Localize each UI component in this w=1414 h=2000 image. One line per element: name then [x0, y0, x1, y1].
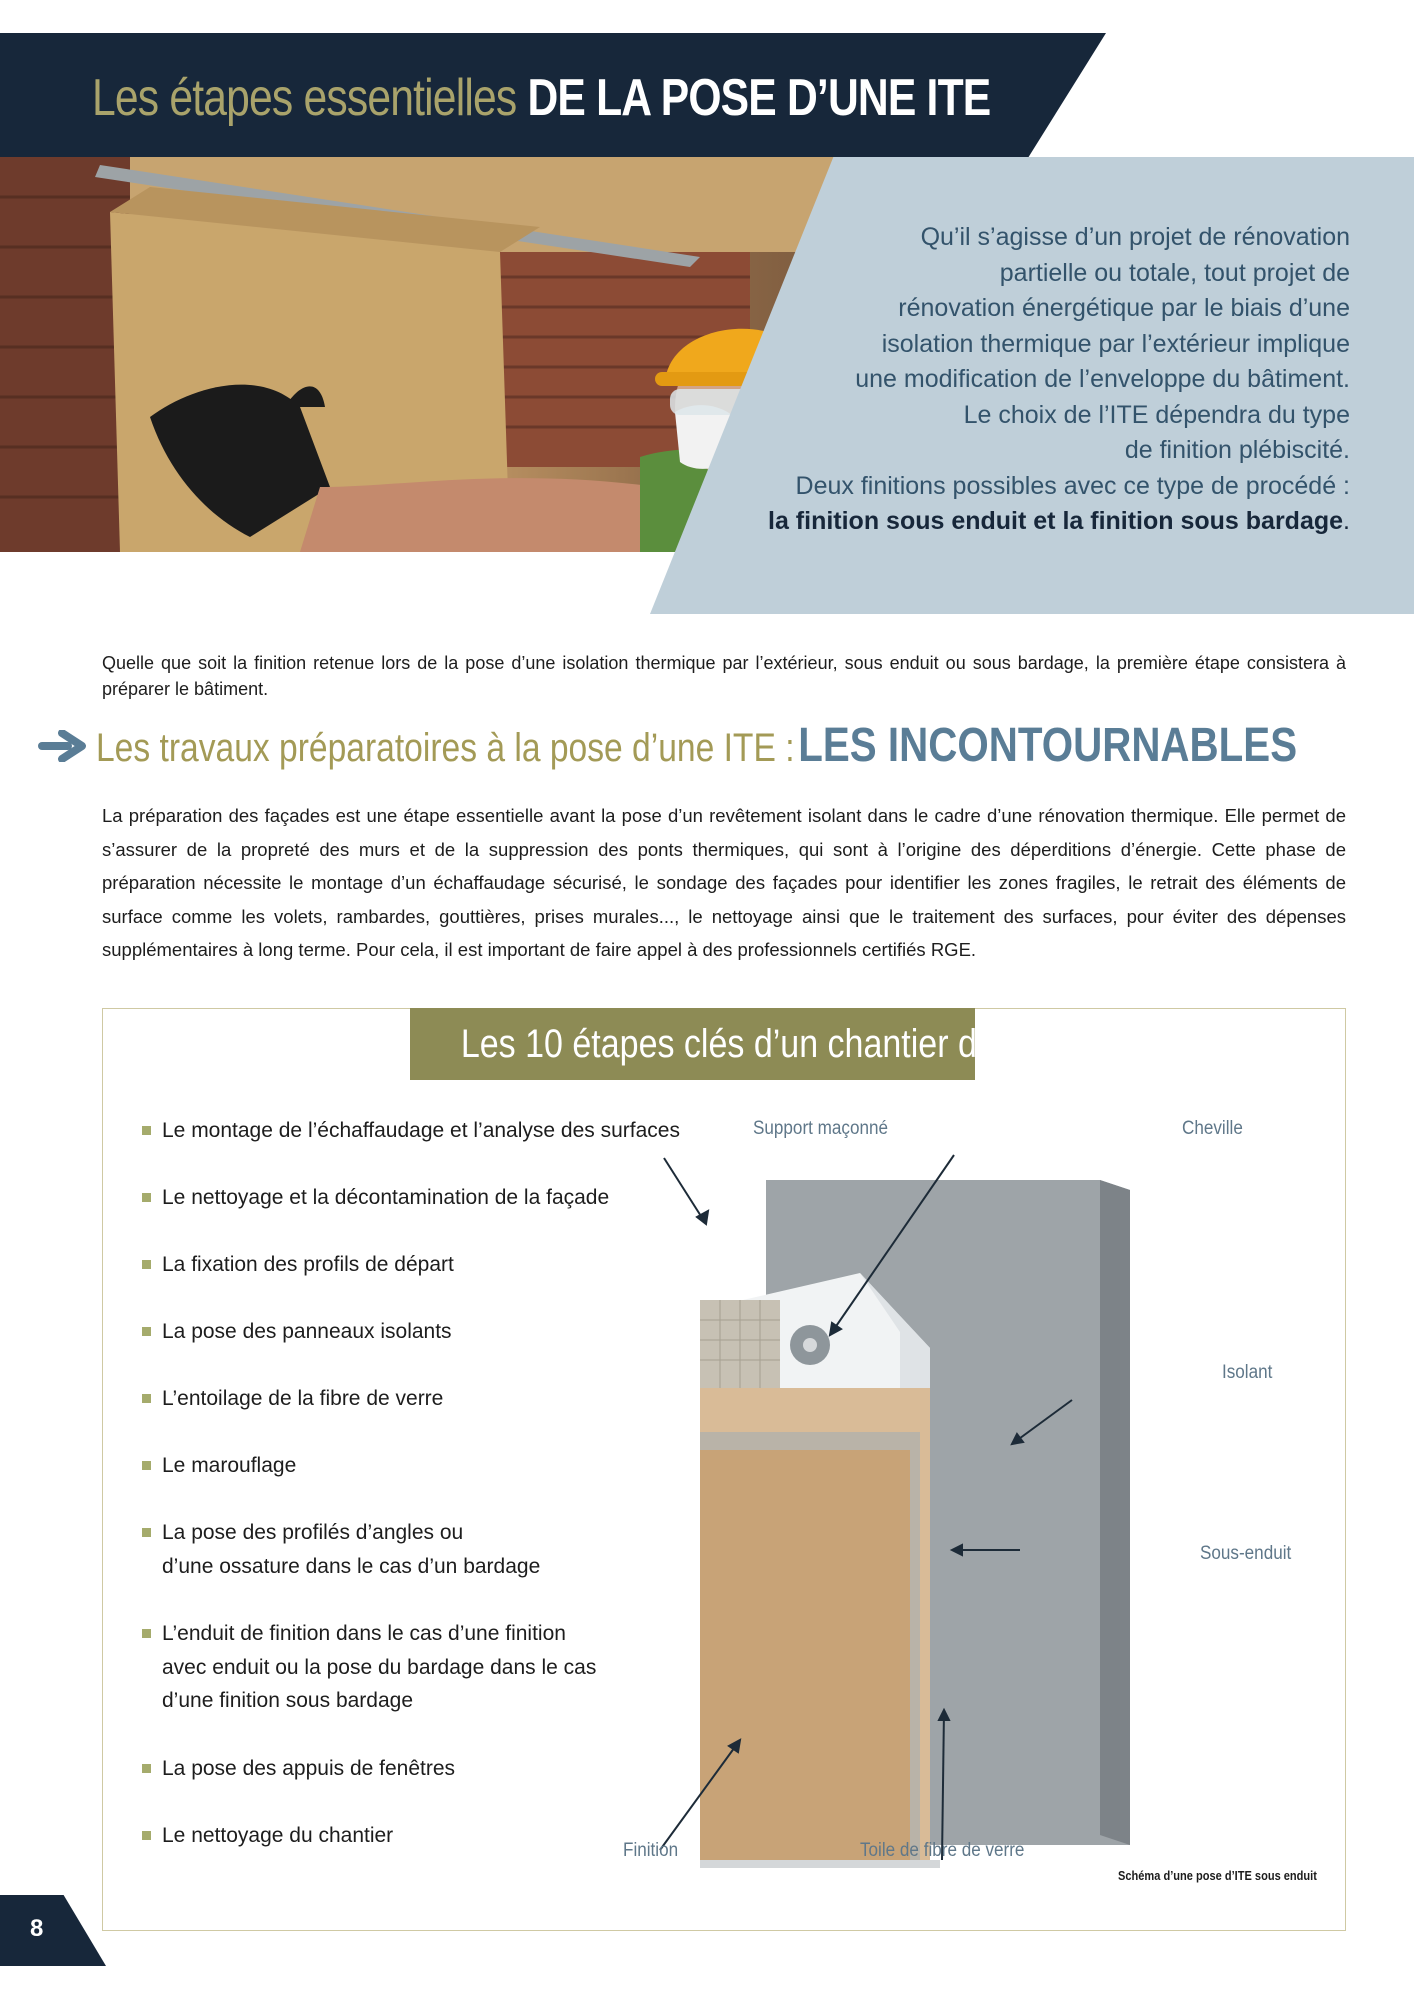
- step-item-line: La pose des panneaux isolants: [162, 1320, 452, 1343]
- square-bullet-icon: [142, 1831, 151, 1840]
- step-item-line: La fixation des profils de départ: [162, 1253, 454, 1276]
- step-item-line: d’une finition sous bardage: [162, 1689, 414, 1712]
- label-sous-enduit: Sous-enduit: [1200, 1543, 1292, 1564]
- section-heading-part1: Les travaux préparatoires à la pose d’une ITE :: [96, 726, 795, 770]
- hero-line: de finition plébiscité.: [1124, 436, 1350, 464]
- step-item-line: Le montage de l’échaffaudage et l’analyse des surfaces: [162, 1119, 680, 1142]
- step-item-line: L’entoilage de la fibre de verre: [162, 1387, 444, 1410]
- page-title-part2: DE LA POSE D’UNE ITE: [527, 69, 991, 127]
- section-heading: [96, 716, 1297, 776]
- page-number: 8: [30, 1915, 44, 1942]
- arrow-right-icon: [36, 730, 88, 762]
- square-bullet-icon: [142, 1193, 151, 1202]
- label-toile-fibre-verre: Toile de fibre de verre: [860, 1840, 1025, 1861]
- label-finition: Finition: [623, 1840, 679, 1861]
- page-title-part1: Les étapes essentielles: [92, 69, 517, 127]
- label-support-maconne: Support maçonné: [753, 1118, 888, 1139]
- step-item-line: L’enduit de finition dans le cas d’une finition: [162, 1622, 566, 1645]
- step-item-line: avec enduit ou la pose du bardage dans le cas: [162, 1655, 597, 1679]
- section-heading-part2: LES INCONTOURNABLES: [798, 719, 1298, 772]
- step-item-line: Le nettoyage du chantier: [162, 1824, 394, 1847]
- square-bullet-icon: [142, 1528, 151, 1537]
- square-bullet-icon: [142, 1461, 151, 1470]
- hero-line: une modification de l’enveloppe du bâtiment.: [855, 365, 1350, 393]
- square-bullet-icon: [142, 1764, 151, 1773]
- ite-diagram: [600, 1100, 1360, 1880]
- square-bullet-icon: [142, 1126, 151, 1135]
- hero-line: rénovation énergétique par le biais d’une: [898, 294, 1350, 322]
- steps-title-text: Les 10 étapes clés d’un chantier d’ITE: [460, 1022, 1038, 1066]
- hero-line: Deux finitions possibles avec ce type de procédé :: [795, 471, 1350, 500]
- square-bullet-icon: [142, 1260, 151, 1269]
- section-body: La préparation des façades est une étape essentielle avant la pose d’un revêtement isolant dans le cadre d’une rénovation thermique. Elle permet de s’assurer de la propreté des murs et de la suppression des ponts thermiques, qui sont à l’origine des déperditions d’énergie. Cette phase de préparation nécessite le montage d’un échaffaudage sécurisé, le sondage des façades pour identifier les zones fragiles, le retrait des éléments de surface comme les volets, rambardes, gouttières, prises murales..., le nettoyage ainsi que le traitement des surfaces, pour éviter des dépenses supplémentaires à long terme. Pour cela, il est important de faire appel à des professionnels certifiés RGE.: [102, 805, 1346, 960]
- label-isolant: Isolant: [1222, 1362, 1273, 1383]
- step-item-line: Le nettoyage et la décontamination de la façade: [162, 1186, 610, 1209]
- square-bullet-icon: [142, 1394, 151, 1403]
- hero-line-emphasis: [730, 504, 1350, 540]
- hero-line: Qu’il s’agisse d’un projet de rénovation: [920, 223, 1350, 251]
- square-bullet-icon: [142, 1629, 151, 1638]
- step-item-line: Le marouflage: [162, 1454, 297, 1477]
- step-item-line: d’une ossature dans le cas d’un bardage: [162, 1554, 541, 1578]
- square-bullet-icon: [142, 1327, 151, 1336]
- step-item-line: La pose des appuis de fenêtres: [162, 1757, 456, 1780]
- hero-line: partielle ou totale, tout projet de: [999, 258, 1350, 287]
- label-cheville: Cheville: [1182, 1118, 1243, 1139]
- step-item-line: La pose des profilés d’angles ou: [162, 1521, 464, 1544]
- hero-emphasis-end: .: [1343, 507, 1350, 535]
- hero-description: [730, 220, 1350, 540]
- steps-title: [410, 1008, 1038, 1080]
- hero-line: Le choix de l’ITE dépendra du type: [963, 400, 1350, 429]
- hero-emphasis: la finition sous enduit et la finition sous bardage: [768, 507, 1344, 535]
- intro-paragraph: Quelle que soit la finition retenue lors de la pose d’une isolation thermique par l’extérieur, sous enduit ou sous bardage, la première étape consistera à préparer le bâtiment.: [102, 653, 1346, 699]
- diagram-caption: Schéma d’une pose d’ITE sous enduit: [1118, 1868, 1317, 1883]
- hero-line: isolation thermique par l’extérieur implique: [881, 329, 1350, 358]
- page-number-tab: [0, 1895, 106, 1966]
- page-title: [92, 58, 990, 138]
